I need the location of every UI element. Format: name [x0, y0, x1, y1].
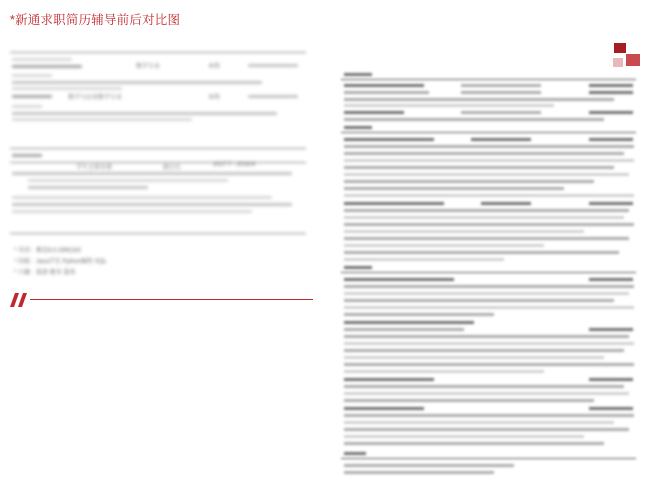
skill-line: * 技能：Java开发 Python编程 SQL — [14, 259, 107, 265]
red-square-decoration — [614, 43, 626, 53]
edu-major-2: 数学与应用数学专业 — [68, 95, 123, 101]
red-square-decoration — [626, 54, 640, 66]
after-resume — [341, 70, 636, 482]
double-slash-icon — [10, 293, 40, 307]
skill-line: * 英语：雅思6.5 GRE320 — [14, 248, 82, 254]
activity-period: 2017.7 - 2018.6 — [213, 162, 256, 168]
section-divider — [30, 299, 313, 300]
skill-line: * 兴趣：旅游 健身 篮球 — [14, 270, 76, 276]
edu-level-2: 本科 — [208, 95, 221, 101]
edu-major-1: 数学专业 — [136, 64, 161, 70]
edu-level-1: 本科 — [208, 64, 221, 70]
red-square-decoration — [613, 58, 623, 67]
before-resume — [8, 50, 308, 282]
activity-role: 副会长 — [163, 165, 182, 171]
page-title: *新通求职简历辅导前后对比图 — [10, 13, 181, 27]
activity-org: 学生会体育部 — [76, 165, 113, 171]
section-divider — [10, 52, 306, 53]
